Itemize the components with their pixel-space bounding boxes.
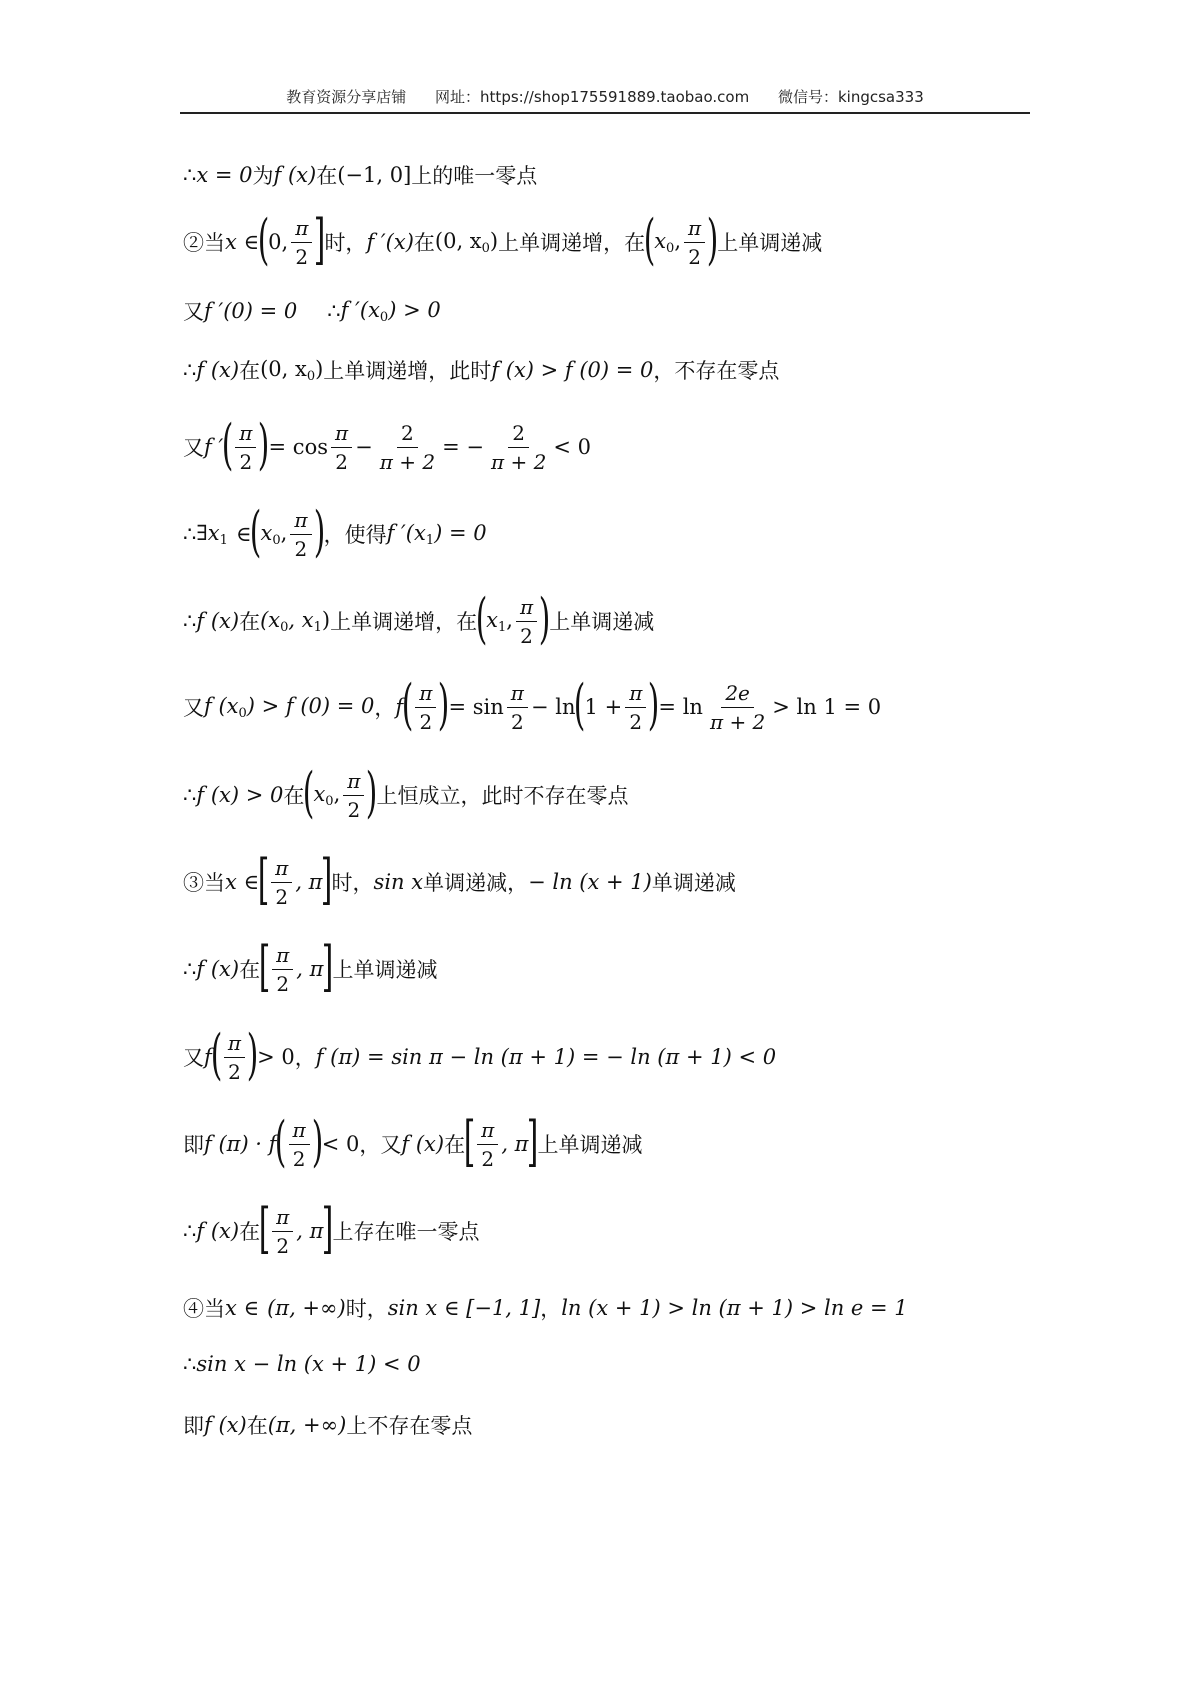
- numerator: π: [516, 595, 537, 622]
- fraction: [516, 595, 537, 648]
- line-1: [183, 160, 537, 190]
- numerator: π: [290, 508, 311, 535]
- text-run: 即: [183, 1133, 204, 1157]
- fraction: [235, 421, 256, 474]
- math-expr: [486, 608, 513, 635]
- line-11: [183, 935, 438, 998]
- open-paren: (: [574, 673, 586, 736]
- text-run: ，: [294, 1046, 316, 1070]
- math-expr: > ln 1 = 0: [772, 695, 882, 719]
- subscript: 0: [379, 309, 389, 325]
- math-expr: , π: [501, 1132, 529, 1156]
- line-12: [183, 1023, 777, 1086]
- close-bracket: ]: [321, 848, 333, 911]
- math-expr: ) > f (0) = 0: [246, 693, 375, 718]
- fraction: [290, 508, 311, 561]
- denominator: π + 2: [379, 449, 436, 474]
- line-3: [183, 296, 441, 326]
- math-expr: x ∈: [225, 870, 260, 894]
- math-expr: f ′: [204, 435, 224, 459]
- open-paren: (: [643, 208, 656, 271]
- therefore-symbol: ∴: [183, 1352, 197, 1376]
- math-expr: x ∈: [225, 230, 260, 254]
- fraction: [507, 681, 528, 734]
- text-run: 在: [239, 958, 261, 982]
- header-site-label: 网址：: [435, 88, 481, 106]
- numerator: π: [343, 769, 364, 796]
- line-15: [183, 1293, 908, 1323]
- math-expr: , π: [296, 957, 324, 981]
- math-expr: f ′(x): [366, 230, 414, 254]
- denominator: 2: [292, 1146, 306, 1171]
- math-expr: f (x): [196, 1219, 240, 1243]
- math-expr: = cos: [268, 435, 328, 459]
- close-paren: ): [311, 1110, 324, 1173]
- fraction: [625, 681, 646, 734]
- math-expr: f (x): [401, 1132, 445, 1156]
- subscript: 0: [272, 532, 281, 548]
- text-run: 上恒成立，此时不存在零点: [376, 784, 629, 808]
- math-expr: = sin: [448, 695, 504, 719]
- text-run: 上单调递减: [717, 231, 823, 255]
- header-site: [435, 88, 749, 106]
- math-expr: ): [315, 356, 324, 381]
- text-run: 上单调递减: [549, 610, 655, 634]
- header-wechat-id: kingcsa333: [837, 88, 924, 106]
- line-10: [183, 848, 736, 911]
- math-expr: ): [321, 607, 331, 632]
- subscript: 1: [313, 619, 322, 635]
- text-run: 上单调递减: [332, 958, 438, 982]
- math-expr: f ′(x: [340, 297, 380, 322]
- denominator: 2: [520, 623, 533, 648]
- line-9: [183, 761, 629, 824]
- text-run: ，: [540, 1297, 562, 1321]
- math-expr: ln (x + 1) > ln (π + 1) > ln e = 1: [561, 1296, 908, 1320]
- math-expr: f (x): [196, 957, 240, 981]
- therefore-symbol: ∴: [183, 609, 197, 633]
- close-paren: ): [366, 761, 378, 824]
- fraction: [684, 216, 705, 269]
- line-7: [183, 587, 655, 650]
- numerator: π: [684, 216, 705, 243]
- denominator: 2: [228, 1059, 241, 1084]
- text-run: 又: [183, 300, 204, 324]
- denominator: 2: [629, 709, 643, 734]
- numerator: 2: [397, 421, 418, 448]
- fraction: [224, 1031, 245, 1084]
- denominator: 2: [688, 244, 701, 269]
- text-run: 在: [283, 784, 305, 808]
- open-bracket: [: [258, 1197, 271, 1260]
- close-paren: ): [246, 1023, 259, 1086]
- text-run: 在: [239, 359, 261, 383]
- fraction: [487, 421, 550, 474]
- close-paren: ): [258, 413, 270, 476]
- math-expr: sin x: [373, 870, 424, 894]
- text-run: 又: [183, 1046, 204, 1070]
- close-bracket: ]: [322, 1197, 334, 1260]
- numerator: π: [477, 1118, 498, 1145]
- close-bracket: ]: [527, 1110, 539, 1173]
- numerator: π: [224, 1031, 245, 1058]
- numerator: π: [271, 856, 292, 883]
- fraction: [272, 1205, 293, 1258]
- text-run: 时，: [331, 871, 374, 895]
- open-paren: (: [401, 673, 414, 736]
- line-8: [183, 673, 882, 736]
- math-var: x: [486, 607, 498, 632]
- math-expr: ,: [333, 781, 341, 806]
- denominator: 2: [419, 709, 433, 734]
- numerator: π: [625, 681, 646, 708]
- math-expr: f: [204, 1045, 212, 1069]
- open-paren: (: [475, 587, 488, 650]
- text-run: 单调递减: [651, 871, 736, 895]
- text-run: 在: [246, 1414, 268, 1438]
- denominator: π + 2: [709, 709, 766, 734]
- close-bracket: ]: [322, 935, 334, 998]
- math-var: x: [260, 520, 273, 545]
- math-expr: [261, 521, 288, 548]
- open-paren: (: [210, 1023, 223, 1086]
- therefore-symbol: ∴: [183, 1219, 197, 1243]
- therefore-symbol: ∴: [327, 299, 341, 323]
- numerator: π: [235, 421, 256, 448]
- fraction: [477, 1118, 498, 1171]
- math-expr: f (x): [196, 358, 240, 382]
- math-expr: ,: [280, 520, 288, 545]
- math-expr: = −: [442, 435, 484, 459]
- math-interval: [435, 229, 498, 256]
- math-expr: , x: [288, 607, 314, 632]
- fraction: [289, 1118, 310, 1171]
- math-expr: f (π) · f: [204, 1132, 277, 1156]
- math-expr: f (x) > 0: [196, 783, 284, 807]
- math-expr: − ln: [530, 695, 576, 719]
- math-interval: [260, 357, 323, 384]
- denominator: 2: [275, 884, 289, 909]
- text-run: ②当: [183, 231, 225, 255]
- subscript: 0: [666, 240, 675, 256]
- text-run: 在: [444, 1133, 466, 1157]
- fraction: [291, 216, 312, 269]
- text-run: ，使得: [323, 523, 387, 547]
- math-interval: (π, +∞): [267, 1413, 347, 1437]
- text-run: 上单调递增，在: [498, 231, 646, 255]
- text-run: 时，: [345, 1297, 388, 1321]
- text-run: ，: [374, 696, 396, 720]
- math-expr: [196, 521, 228, 548]
- math-expr: − ln (x + 1): [528, 870, 652, 894]
- math-expr: f (x) > f (0) = 0: [491, 358, 654, 382]
- close-paren: ): [538, 587, 551, 650]
- open-bracket: [: [463, 1110, 476, 1173]
- math-expr: x ∈: [225, 1296, 260, 1320]
- math-expr: ∈: [235, 522, 252, 546]
- line-5: [183, 413, 591, 476]
- fraction: [415, 681, 436, 734]
- line-2: [183, 208, 823, 271]
- text-run: 又: [183, 436, 204, 460]
- page-header: [180, 86, 1030, 114]
- denominator: π + 2: [490, 449, 547, 474]
- therefore-symbol: ∴: [183, 522, 197, 546]
- math-expr: −: [355, 435, 373, 459]
- denominator: 2: [347, 797, 361, 822]
- line-14: [183, 1197, 480, 1260]
- open-paren: (: [250, 500, 262, 563]
- math-expr: f (x): [273, 163, 317, 187]
- subscript: 1: [498, 619, 507, 635]
- text-run: 在: [413, 231, 435, 255]
- header-shop: 教育资源分享店铺: [286, 88, 407, 106]
- numerator: π: [415, 681, 436, 708]
- line-13: [183, 1110, 643, 1173]
- math-expr: 0,: [268, 230, 289, 254]
- numerator: π: [331, 421, 352, 448]
- open-bracket: [: [258, 935, 271, 998]
- math-expr: x = 0: [196, 163, 253, 187]
- close-paren: ): [648, 673, 660, 736]
- math-expr: f (π) = sin π − ln (π + 1) = − ln (π + 1) < 0: [315, 1045, 777, 1069]
- text-run: 单调递减，: [423, 871, 529, 895]
- denominator: 2: [511, 709, 524, 734]
- subscript: 0: [481, 240, 490, 256]
- subscript: 0: [280, 619, 289, 635]
- text-run: 上单调递减: [537, 1133, 643, 1157]
- math-expr: f (x): [196, 609, 240, 633]
- math-expr: sin x − ln (x + 1) < 0: [196, 1352, 421, 1376]
- line-16: [183, 1352, 421, 1376]
- numerator: 2: [508, 421, 529, 448]
- math-expr: ) > 0: [388, 297, 441, 322]
- denominator: 2: [481, 1146, 495, 1171]
- denominator: 2: [239, 449, 253, 474]
- math-expr: sin x ∈ [−1, 1]: [387, 1296, 541, 1320]
- numerator: π: [289, 1118, 310, 1145]
- text-run: ，又: [359, 1133, 402, 1157]
- text-run: 上的唯一零点: [411, 164, 538, 188]
- subscript: 1: [219, 532, 228, 548]
- text-run: ，不存在零点: [653, 359, 780, 383]
- numerator: π: [507, 681, 528, 708]
- line-17: [183, 1410, 472, 1440]
- text-run: 上存在唯一零点: [332, 1220, 480, 1244]
- math-var: x: [313, 781, 326, 806]
- therefore-symbol: ∴: [183, 358, 197, 382]
- math-interval: (−1, 0]: [337, 163, 412, 187]
- fraction: [271, 856, 292, 909]
- header-site-url[interactable]: https://shop175591889.taobao.com: [480, 88, 750, 106]
- text-run: 上不存在零点: [346, 1414, 473, 1438]
- math-expr: < 0: [321, 1132, 360, 1156]
- line-6: [183, 500, 487, 563]
- math-var: x: [654, 228, 667, 253]
- math-expr: > 0: [257, 1045, 295, 1069]
- subscript: 0: [306, 368, 316, 384]
- close-paren: ): [438, 673, 450, 736]
- fraction: [376, 421, 439, 474]
- text-run: ④当: [183, 1297, 225, 1321]
- math-expr: f (x): [204, 1413, 247, 1437]
- therefore-symbol: ∴: [183, 783, 197, 807]
- denominator: 2: [294, 536, 308, 561]
- text-run: 在: [239, 610, 261, 634]
- text-run: ③当: [183, 871, 225, 895]
- math-expr: f (x: [204, 693, 239, 718]
- math-expr: f ′(0) = 0: [204, 299, 298, 323]
- math-expr: [204, 694, 374, 721]
- math-expr: = ln: [658, 695, 703, 719]
- math-expr: f ′(x: [386, 520, 426, 545]
- math-expr: [313, 782, 340, 809]
- text-run: 为: [252, 164, 274, 188]
- text-run: 上单调递增，在: [330, 610, 478, 634]
- denominator: 2: [276, 1233, 290, 1258]
- math-expr: f: [395, 695, 404, 719]
- text-run: 即: [183, 1414, 204, 1438]
- math-expr: [387, 521, 487, 548]
- math-expr: (x: [260, 607, 281, 632]
- numerator: π: [291, 216, 312, 243]
- open-paren: (: [221, 413, 234, 476]
- numerator: π: [272, 1205, 293, 1232]
- math-interval: [260, 608, 330, 635]
- fraction: [272, 943, 293, 996]
- therefore-symbol: ∴: [183, 957, 197, 981]
- line-4: [183, 355, 779, 385]
- math-expr: ,: [674, 228, 682, 253]
- fraction: [331, 421, 352, 474]
- denominator: 2: [335, 449, 348, 474]
- math-expr: ,: [506, 607, 513, 632]
- header-wechat: [778, 88, 924, 106]
- denominator: 2: [295, 244, 309, 269]
- therefore-symbol: ∴: [183, 163, 197, 187]
- denominator: 2: [276, 971, 290, 996]
- math-expr: ) = 0: [434, 520, 487, 545]
- subscript: 0: [238, 705, 247, 721]
- close-paren: ): [313, 500, 325, 563]
- math-expr: (0, x: [434, 228, 482, 253]
- numerator: π: [272, 943, 293, 970]
- math-expr: 1 +: [584, 695, 623, 719]
- subscript: 0: [325, 793, 334, 809]
- fraction: [343, 769, 364, 822]
- math-expr: , π: [295, 870, 323, 894]
- math-expr: ): [489, 228, 499, 253]
- open-paren: (: [303, 761, 315, 824]
- close-bracket: ]: [314, 208, 326, 271]
- math-expr: [341, 298, 441, 325]
- open-bracket: [: [257, 848, 270, 911]
- text-run: 在: [239, 1220, 261, 1244]
- header-wechat-label: 微信号：: [777, 88, 838, 106]
- text-run: 又: [183, 696, 204, 720]
- math-expr: [654, 229, 681, 256]
- fraction: [706, 681, 769, 734]
- math-expr: , π: [296, 1219, 324, 1243]
- math-expr: ∃x: [196, 520, 220, 545]
- open-paren: (: [257, 208, 270, 271]
- subscript: 1: [425, 532, 435, 548]
- math-expr: (0, x: [260, 356, 307, 381]
- close-paren: ): [706, 208, 719, 271]
- numerator: 2e: [721, 681, 754, 708]
- text-run: 在: [316, 164, 338, 188]
- math-interval: (π, +∞): [267, 1296, 346, 1320]
- math-expr: < 0: [553, 435, 591, 459]
- text-run: 时，: [324, 231, 367, 255]
- open-paren: (: [275, 1110, 287, 1173]
- text-run: 上单调递增，此时: [323, 359, 492, 383]
